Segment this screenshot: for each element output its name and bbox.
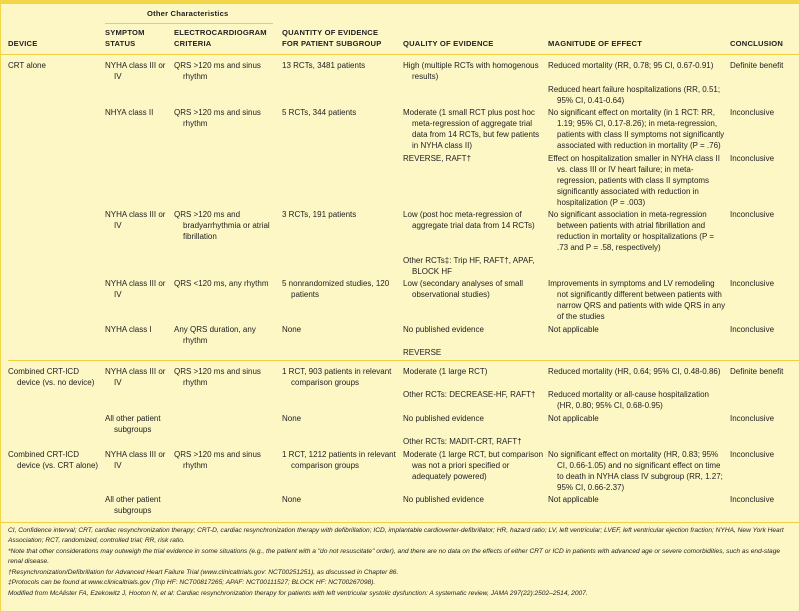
cell-device	[8, 324, 105, 348]
cell-quantity: 5 RCTs, 344 patients	[282, 108, 357, 117]
cell-magnitude: Not applicable	[548, 324, 599, 334]
cell-magnitude	[548, 436, 730, 449]
cell-ecg: QRS >120 ms and sinus rhythm	[174, 108, 261, 128]
cell-device	[8, 255, 105, 279]
cell-magnitude: Reduced mortality (RR, 0.78; 95 CI, 0.67-0.91)	[548, 61, 714, 70]
cell-symptom: NYHA class I	[105, 324, 152, 334]
cell-symptom: NYHA class III or IV	[105, 210, 166, 230]
cell-symptom	[105, 389, 174, 413]
cell-symptom	[105, 84, 174, 108]
cell-conclusion	[730, 436, 800, 449]
cell-quality: Other RCTs: MADIT-CRT, RAFT†	[403, 437, 522, 446]
cell-symptom: All other patient subgroups	[105, 413, 161, 434]
cell-symptom	[105, 436, 174, 449]
cell-quantity: 1 RCT, 1212 patients in relevant comparison groups	[282, 449, 396, 470]
cell-conclusion: Inconclusive	[730, 413, 775, 423]
footnote-abbreviations: CI, Confidence interval; CRT, cardiac resynchronization therapy; CRT-D, cardiac resynchronization therapy with defibrillation; ICD, implantable cardioverter-defibrillator; HR, hazard ratio; LV, left ventricular; LVEF, left ventricular ejection fraction; NYHA, New York Heart Association; RCT, randomized, controlled trial; RR, risk ratio.	[8, 526, 784, 545]
header-quantity: QUANTITY OF EVIDENCE FOR PATIENT SUBGROUP	[282, 28, 382, 48]
cell-quantity	[282, 84, 403, 108]
cell-device	[8, 278, 105, 324]
cell-magnitude: Effect on hospitalization smaller in NYHA class II vs. class III or IV heart failure; in meta-regression, patients with class II symptoms significantly associated with reduction in hospitalization (P = .003)	[548, 153, 720, 207]
cell-magnitude	[548, 347, 730, 360]
cell-ecg	[174, 413, 282, 437]
table-header	[0, 0, 800, 55]
cell-ecg: Any QRS duration, any rhythm	[174, 324, 256, 345]
cell-conclusion	[730, 255, 800, 279]
header-ecg: ELECTROCARDIOGRAM CRITERIA	[174, 28, 267, 48]
cell-quantity: None	[282, 413, 302, 423]
cell-quality: REVERSE	[403, 348, 442, 357]
cell-symptom	[105, 153, 174, 210]
cell-ecg: QRS >120 ms and sinus rhythm	[174, 360, 282, 390]
cell-conclusion: Inconclusive	[730, 495, 775, 504]
cell-quantity	[282, 153, 403, 210]
header-conclusion: CONCLUSION	[730, 39, 784, 48]
cell-ecg	[174, 389, 282, 413]
cell-quality: Moderate (1 large RCT, but comparison was not a priori specified or adequately powered)	[403, 449, 544, 481]
cell-conclusion	[730, 347, 800, 360]
cell-quality: REVERSE, RAFT†	[403, 153, 472, 163]
cell-quantity: 13 RCTs, 3481 patients	[282, 61, 366, 70]
cell-ecg	[174, 347, 282, 360]
footnote-source: Modified from McAlister FA, Ezekowitz J, Hooton N, et al: Cardiac resynchronization therapy for patients with left ventricular systolic dysfunction: A systematic review, JAMA 297(22):2502–2514, 2007.	[8, 590, 588, 598]
cell-symptom	[105, 255, 174, 279]
cell-quality: Low (secondary analyses of small observational studies)	[403, 279, 524, 299]
cell-magnitude: Not applicable	[548, 495, 599, 504]
cell-magnitude: Reduced mortality (HR, 0.64; 95% CI, 0.48-0.86)	[548, 360, 730, 390]
cell-ecg	[174, 153, 282, 210]
cell-conclusion: Definite benefit	[730, 61, 784, 70]
cell-magnitude: No significant association in meta-regression between patients with atrial fibrillation and reduction in mortality or hospitalizations (P = .73 and P = .58, respectively)	[548, 210, 715, 252]
cell-conclusion: Inconclusive	[730, 108, 775, 117]
cell-quality: Other RCTs‡: Trip HF, RAFT†, APAF, BLOCK HF	[403, 255, 535, 276]
cell-conclusion	[730, 389, 800, 413]
cell-quality: No published evidence	[403, 495, 484, 504]
cell-quality: No published evidence	[403, 413, 484, 423]
footnote-dagger: †Resynchronization/Defibrillation for Advanced Heart Failure Trial (www.clinicaltrials.gov: NCT00251251), as discussed in Chapter 86.	[8, 568, 399, 576]
cell-quantity	[282, 347, 403, 360]
cell-device: CRT alone	[8, 61, 46, 70]
cell-quality: Moderate (1 large RCT)	[403, 360, 548, 390]
footnote-note: *Note that other considerations may outweigh the trial evidence in some situations (e.g., the patient with a "do not resuscitate" order), and there are no data on the effects of either CRT or ICD in patients with advanced age or severe comorbidities, such as end-stage renal disease.	[8, 547, 781, 566]
cell-quality	[403, 84, 548, 108]
cell-conclusion: Inconclusive	[730, 324, 775, 334]
cell-magnitude	[548, 255, 730, 279]
cell-quality: No published evidence	[403, 324, 484, 334]
cell-quantity: 3 RCTs, 191 patients	[282, 210, 357, 219]
cell-device	[8, 413, 105, 437]
cell-device	[8, 389, 105, 413]
cell-ecg	[174, 255, 282, 279]
cell-quantity	[282, 436, 403, 449]
cell-magnitude: Reduced mortality or all-cause hospitalization (HR, 0.80; 95% CI, 0.68-0.95)	[548, 390, 709, 410]
cell-quality: Low (post hoc meta-regression of aggregate trial data from 14 RCTs)	[403, 210, 535, 230]
cell-ecg	[174, 436, 282, 449]
cell-quantity	[282, 255, 403, 279]
header-symptom: SYMPTOM STATUS	[105, 28, 145, 48]
cell-device	[8, 153, 105, 210]
cell-magnitude: Reduced heart failure hospitalizations (RR, 0.51; 95% CI, 0.41-0.64)	[548, 84, 721, 105]
cell-conclusion: Inconclusive	[730, 153, 775, 163]
cell-symptom	[105, 347, 174, 360]
header-device: DEVICE	[8, 39, 38, 48]
cell-device	[8, 107, 105, 153]
cell-quantity	[282, 389, 403, 413]
cell-ecg: QRS >120 ms and sinus rhythm	[174, 449, 261, 470]
table-body	[0, 55, 800, 522]
cell-quality: Other RCTs: DECREASE-HF, RAFT†	[403, 390, 536, 399]
cell-magnitude: Improvements in symptoms and LV remodeling not significantly different between patients with narrow QRS and patients with wide QRS in any of the studies	[548, 279, 726, 321]
cell-quantity: None	[282, 495, 302, 504]
footnote-double-dagger: ‡Protocols can be found at www.clinicaltrials.gov (Trip HF: NCT00817265; APAF: NCT00111527; BLOCK HF: NCT00267098).	[8, 579, 376, 587]
cell-symptom: NYHA class III or IV	[105, 279, 166, 299]
cell-quantity: 1 RCT, 903 patients in relevant comparison groups	[282, 360, 403, 390]
cell-device	[8, 347, 105, 360]
divider	[105, 23, 273, 24]
cell-device	[8, 494, 105, 518]
cell-conclusion: Inconclusive	[730, 279, 775, 288]
cell-symptom: All other patient subgroups	[105, 495, 161, 515]
footnotes	[0, 522, 800, 604]
header-other-characteristics: Other Characteristics	[147, 9, 229, 18]
cell-magnitude: Not applicable	[548, 413, 599, 423]
cell-magnitude: No significant effect on mortality (in 1 RCT: RR, 1.19; 95% CI, 0.17-8.26); in meta-regression, patients with class II symptoms not significantly associated with reduction in mortality (P = .76)	[548, 108, 725, 150]
cell-symptom: NYHA class III or IV	[105, 360, 174, 390]
cell-symptom: NHYA class II	[105, 108, 154, 117]
cell-conclusion: Inconclusive	[730, 449, 775, 459]
header-quality: QUALITY OF EVIDENCE	[403, 39, 494, 48]
cell-device	[8, 436, 105, 449]
cell-device: Combined CRT-ICD device (vs. no device)	[8, 360, 105, 390]
cell-ecg	[174, 84, 282, 108]
cell-device	[8, 209, 105, 255]
cell-ecg: QRS >120 ms and sinus rhythm	[174, 61, 261, 81]
cell-quantity: 5 nonrandomized studies, 120 patients	[282, 279, 390, 299]
cell-conclusion: Definite benefit	[730, 360, 800, 390]
cell-quantity: None	[282, 324, 302, 334]
cell-quality: High (multiple RCTs with homogenous results)	[403, 61, 539, 81]
cell-conclusion: Inconclusive	[730, 210, 775, 219]
header-magnitude: MAGNITUDE OF EFFECT	[548, 39, 643, 48]
cell-quality: Moderate (1 small RCT plus post hoc meta-regression of aggregate trial data from 14 RCTs, but few patients in NYHA class II)	[403, 108, 540, 150]
cell-ecg: QRS >120 ms and bradyarrhythmia or atrial fibrillation	[174, 210, 270, 241]
cell-symptom: NYHA class III or IV	[105, 61, 166, 81]
cell-magnitude: No significant effect on mortality (HR, 0.83; 95% CI, 0.66-1.05) and no significant effect on time to death in NYHA class IV subgroup (RR, 1.27; 95% CI, 0.66-2.37)	[548, 449, 723, 492]
cell-ecg: QRS <120 ms, any rhythm	[174, 279, 269, 288]
cell-conclusion	[730, 84, 800, 108]
cell-device: Combined CRT-ICD device (vs. CRT alone)	[8, 449, 99, 470]
cell-symptom: NYHA class III or IV	[105, 449, 166, 470]
cell-device	[8, 84, 105, 108]
cell-ecg	[174, 494, 282, 518]
